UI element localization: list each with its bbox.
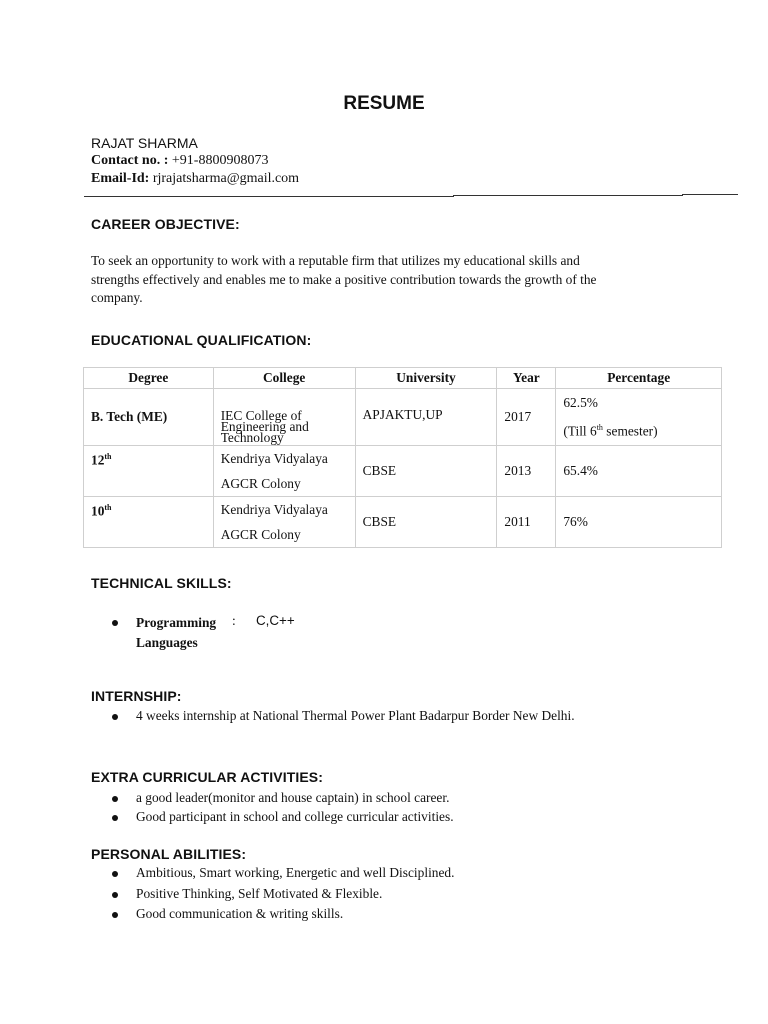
extra-curricular-heading: EXTRA CURRICULAR ACTIVITIES: [91, 769, 323, 785]
career-objective-heading: CAREER OBJECTIVE: [91, 216, 240, 232]
bullet-icon [112, 796, 118, 802]
percentage-cell: 76% [556, 497, 722, 548]
email-label: Email-Id: [91, 171, 150, 186]
percentage-cell: 65.4% [556, 446, 722, 497]
university-cell: APJAKTU,UP [355, 389, 497, 446]
college-line: Kendriya Vidyalaya [220, 502, 328, 517]
table-row [84, 446, 722, 497]
college-cell [213, 446, 355, 497]
education-heading: EDUCATIONAL QUALIFICATION: [91, 332, 312, 348]
skill-separator: : [232, 613, 236, 628]
column-header: College [213, 368, 355, 389]
education-table [83, 367, 722, 548]
year-cell: 2011 [497, 497, 556, 548]
university-cell: CBSE [355, 497, 497, 548]
skill-item [112, 613, 412, 649]
bullet-icon [112, 912, 118, 918]
percentage-note: (Till 6th semester) [563, 423, 658, 439]
college-name: IEC College of Engineering and Technology [220, 408, 309, 445]
table-row [84, 389, 722, 446]
table-row [84, 497, 722, 548]
objective-line: strengths effectively and enables me to make a positive contribution towards the growth of the [91, 271, 597, 287]
university-cell: CBSE [355, 446, 497, 497]
personal-abilities-heading: PERSONAL ABILITIES: [91, 846, 247, 862]
column-header: Degree [84, 368, 214, 389]
year-cell: 2013 [497, 446, 556, 497]
header-divider-right [682, 194, 738, 195]
column-header: Year [497, 368, 556, 389]
career-objective-text [91, 252, 691, 308]
college-line: AGCR Colony [220, 476, 301, 491]
internship-heading: INTERNSHIP: [91, 688, 182, 704]
document-title: RESUME [343, 93, 425, 114]
skill-value: C,C++ [256, 613, 295, 628]
year-cell: 2017 [497, 389, 556, 446]
phone-label: Contact no. : [91, 153, 169, 168]
bullet-icon [112, 815, 118, 821]
contact-email-line [91, 171, 299, 187]
contact-phone-line [91, 153, 268, 169]
header-divider-left [84, 196, 454, 197]
objective-line: To seek an opportunity to work with a reputable firm that utilizes my educational skills and [91, 253, 580, 268]
bullet-icon [112, 714, 118, 720]
column-header: University [355, 368, 497, 389]
column-header: Percentage [556, 368, 722, 389]
degree-cell: 12th [84, 446, 214, 497]
candidate-name: RAJAT SHARMA [91, 135, 198, 151]
email-value: rjrajatsharma@gmail.com [152, 171, 300, 186]
college-line: Kendriya Vidyalaya [220, 451, 328, 466]
table-header-row [84, 368, 722, 389]
degree-cell: B. Tech (ME) [84, 389, 214, 446]
degree-cell: 10th [84, 497, 214, 548]
bullet-icon [112, 871, 118, 877]
percentage-cell [556, 389, 722, 446]
header-divider-mid [453, 195, 683, 196]
bullet-icon [112, 892, 118, 898]
bullet-icon [112, 620, 118, 626]
college-cell [213, 389, 355, 446]
percentage-value: 62.5% [563, 395, 598, 411]
skill-label: Programming Languages [136, 615, 217, 650]
phone-value: +91-8800908073 [171, 153, 269, 168]
technical-skills-heading: TECHNICAL SKILLS: [91, 575, 232, 591]
objective-line: company. [91, 290, 143, 305]
college-line: AGCR Colony [220, 527, 301, 542]
college-cell [213, 497, 355, 548]
